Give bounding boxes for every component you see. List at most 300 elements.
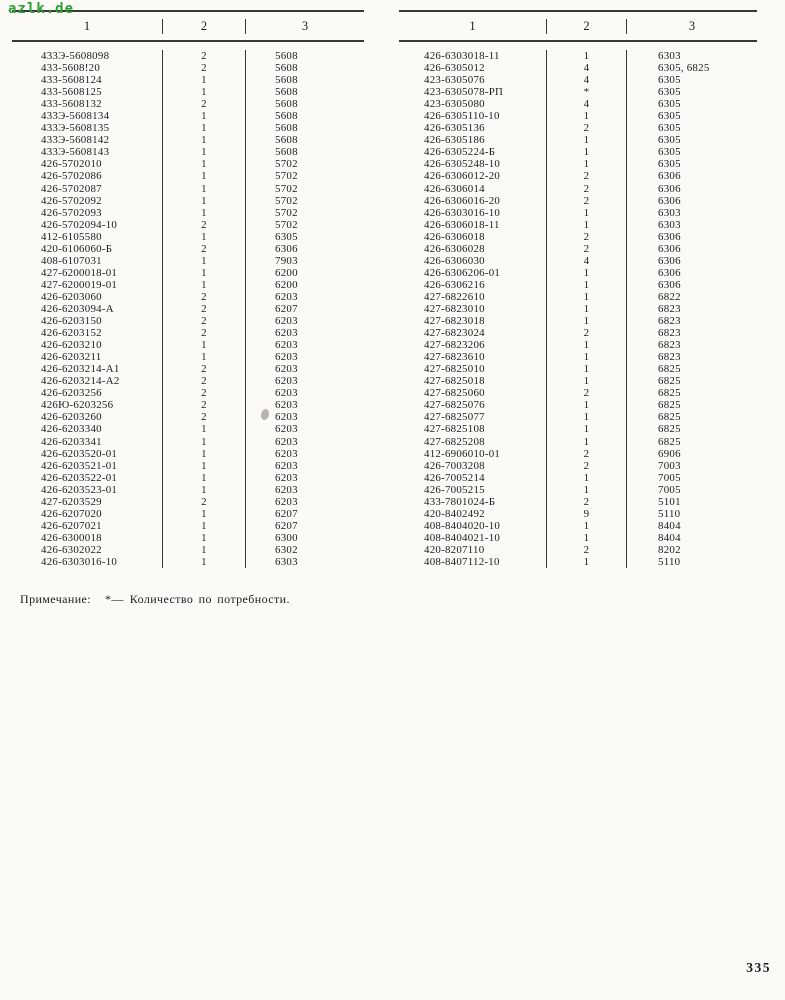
quantity-cell: 1 [163,207,246,219]
watermark-text: azlk.de [8,1,75,17]
quantity-cell: 1 [547,146,627,158]
quantity-cell: 1 [547,351,627,363]
group-number-cell: 6823 [658,327,681,340]
part-number-cell: 426-7003208 [399,460,547,472]
group-number-cell: 6302 [275,543,298,556]
table-row [12,411,364,423]
group-number-cell: 5702 [275,158,298,171]
table-row [12,158,364,170]
group-number-cell: 6305 [658,110,681,123]
table-row [399,436,757,448]
quantity-cell: 1 [163,448,246,460]
quantity-cell: 1 [547,411,627,423]
quantity-cell: 1 [163,110,246,122]
group-number-cell: 6203 [275,495,298,508]
part-number-cell: 426-6305012 [399,62,547,74]
quantity-cell: 1 [547,532,627,544]
quantity-cell: 1 [163,86,246,98]
group-number-cell: 6203 [275,290,298,303]
table-row [12,183,364,195]
group-number-cell: 6825 [658,399,681,412]
part-number-cell: 426-6203522-01 [12,472,163,484]
quantity-cell: 1 [547,399,627,411]
table-row [12,375,364,387]
table-row [399,375,757,387]
part-number-cell: 426-5702092 [12,195,163,207]
part-number-cell: 426-7005214 [399,472,547,484]
part-number-cell: 408-8404020-10 [399,520,547,532]
part-number-cell: 420-8402492 [399,508,547,520]
group-number-cell: 6203 [275,423,298,436]
table-row [12,387,364,399]
quantity-cell: 1 [163,484,246,496]
part-number-cell: 427-6825018 [399,375,547,387]
quantity-cell: 4 [547,255,627,267]
group-number-cell: 5702 [275,206,298,219]
quantity-cell: 2 [163,219,246,231]
table-row [12,520,364,532]
group-number-cell: 7003 [658,459,681,472]
group-number-cell: 6306 [658,170,681,183]
quantity-cell: 1 [547,363,627,375]
part-number-cell: 426-6305224-Б [399,146,547,158]
quantity-cell: 1 [163,158,246,170]
part-number-cell: 426-6203256 [12,387,163,399]
group-number-cell: 6300 [275,531,298,544]
part-number-cell: 426-6207021 [12,520,163,532]
table-row [399,520,757,532]
part-number-cell: 426-5702087 [12,183,163,195]
quantity-cell: 2 [163,303,246,315]
table-row [399,243,757,255]
group-number-cell: 6207 [275,507,298,520]
quantity-cell: 2 [547,460,627,472]
group-number-cell: 5702 [275,182,298,195]
group-number-cell: 6305 [275,230,298,243]
quantity-cell: 1 [163,460,246,472]
group-number-cell: 6825 [658,423,681,436]
column-header-3: 3 [301,18,309,33]
part-number-cell: 426-5702010 [12,158,163,170]
table-row [399,219,757,231]
table-row [12,460,364,472]
part-number-cell: 426-6203214-А1 [12,363,163,375]
group-number-cell: 6305 [658,86,681,99]
part-number-cell: 426-6303016-10 [399,207,547,219]
quantity-cell: 1 [163,134,246,146]
group-number-cell: 5608 [275,74,298,87]
table-row [399,158,757,170]
table-row [399,448,757,460]
table-row [399,363,757,375]
table-row [12,484,364,496]
quantity-cell: 1 [547,556,627,568]
quantity-cell: 2 [547,327,627,339]
part-number-cell: 426-6305248-10 [399,158,547,170]
group-number-cell: 6305 [658,158,681,171]
quantity-cell: 1 [163,170,246,182]
part-number-cell: 433Э-5608135 [12,122,163,134]
group-number-cell: 6303 [275,555,298,568]
quantity-cell: 2 [547,170,627,182]
table-row [12,255,364,267]
quantity-cell: 1 [163,544,246,556]
group-number-cell: 6306 [658,194,681,207]
part-number-cell: 427-6823610 [399,351,547,363]
group-number-cell: 6306 [275,242,298,255]
table-row [12,146,364,158]
table-row [399,62,757,74]
table-row [12,122,364,134]
table-row [399,315,757,327]
part-number-cell: 427-6823018 [399,315,547,327]
part-number-cell: 426-6306030 [399,255,547,267]
quantity-cell: 2 [163,375,246,387]
table-row [12,315,364,327]
quantity-cell: 2 [163,411,246,423]
group-number-cell: 6203 [275,351,298,364]
table-row [399,484,757,496]
column-header-1: 1 [399,19,547,34]
quantity-cell: 1 [163,351,246,363]
part-number-cell: 427-6825077 [399,411,547,423]
part-number-cell: 426-6305136 [399,122,547,134]
group-number-cell: 6825 [658,387,681,400]
group-number-cell: 5608 [275,62,298,75]
table-row [12,496,364,508]
table-row [399,387,757,399]
table-row [12,207,364,219]
part-number-cell: 426-6306216 [399,279,547,291]
table-row [399,146,757,158]
table-row [399,134,757,146]
table-row [399,544,757,556]
part-number-cell: 423-6305080 [399,98,547,110]
quantity-cell: 1 [163,532,246,544]
quantity-cell: 1 [163,267,246,279]
quantity-cell: 1 [163,279,246,291]
table-row [12,291,364,303]
group-number-cell: 6306 [658,230,681,243]
footnote-text: Количество по потребности. [129,592,290,606]
group-number-cell: 6303 [658,206,681,219]
group-number-cell: 6203 [275,435,298,448]
part-number-cell: 433-7801024-Б [399,496,547,508]
table-row [12,351,364,363]
group-number-cell: 6203 [275,339,298,352]
quantity-cell: 1 [547,110,627,122]
part-number-cell: 426-6203260 [12,411,163,423]
group-number-cell: 6306 [658,242,681,255]
table-row [399,327,757,339]
part-number-cell: 433Э-5608143 [12,146,163,158]
group-number-cell: 8404 [658,531,681,544]
quantity-cell: 4 [547,74,627,86]
group-number-cell: 5608 [275,146,298,159]
part-number-cell: 427-6825076 [399,399,547,411]
column-header-2: 2 [163,19,246,34]
quantity-cell: 1 [163,255,246,267]
table-row [399,74,757,86]
quantity-cell: 2 [163,315,246,327]
group-number-cell: 6203 [275,483,298,496]
footnote [20,592,290,607]
part-number-cell: 427-6823024 [399,327,547,339]
quantity-cell: 1 [547,291,627,303]
group-number-cell: 6306 [658,254,681,267]
part-number-cell: 426-6306014 [399,183,547,195]
group-number-cell: 6203 [275,411,298,424]
part-number-cell: 426-6203214-А2 [12,375,163,387]
part-number-cell: 426-6305110-10 [399,110,547,122]
quantity-cell: 2 [547,231,627,243]
quantity-cell: 2 [163,399,246,411]
part-number-cell: 408-8407112-10 [399,556,547,568]
table-row [12,243,364,255]
table-row [399,98,757,110]
quantity-cell: 1 [163,436,246,448]
table-row [399,86,757,98]
table-row [12,544,364,556]
part-number-cell: 426-6203521-01 [12,460,163,472]
part-number-cell: 427-6822610 [399,291,547,303]
quantity-cell: 9 [547,508,627,520]
quantity-cell: 1 [547,50,627,62]
group-number-cell: 5110 [658,507,681,520]
table-row [12,98,364,110]
part-number-cell: 426-6203341 [12,436,163,448]
table-row [12,86,364,98]
group-number-cell: 6823 [658,302,681,315]
group-number-cell: 5608 [275,122,298,135]
table-row [399,267,757,279]
table-row [399,399,757,411]
group-number-cell: 6303 [658,50,681,62]
table-row [12,508,364,520]
part-number-cell: 426-6306018-11 [399,219,547,231]
part-number-cell: 433Э-5608134 [12,110,163,122]
table-row [399,411,757,423]
table-body [399,42,757,568]
group-number-cell: 6823 [658,315,681,328]
quantity-cell: 1 [547,207,627,219]
part-number-cell: 426-6203523-01 [12,484,163,496]
group-number-cell: 5608 [275,50,298,62]
quantity-cell: 2 [163,327,246,339]
part-number-cell: 433-5608124 [12,74,163,86]
table-header-row [399,10,757,42]
part-number-cell: 426-6303018-11 [399,50,547,62]
group-number-cell: 6306 [658,182,681,195]
quantity-cell: 2 [163,62,246,74]
quantity-cell: 1 [163,423,246,435]
part-number-cell: 426-5702094-10 [12,219,163,231]
part-number-cell: 426-6203340 [12,423,163,435]
group-number-cell: 5608 [275,86,298,99]
group-number-cell: 6207 [275,519,298,532]
column-header-3: 3 [688,18,696,33]
group-number-cell: 6305 [658,98,681,111]
footnote-symbol: *— [104,592,124,606]
quantity-cell: 1 [547,484,627,496]
table-row [12,231,364,243]
group-number-cell: 6203 [275,363,298,376]
quantity-cell: 1 [163,74,246,86]
quantity-cell: 1 [547,303,627,315]
table-row [12,267,364,279]
table-row [12,134,364,146]
group-number-cell: 6823 [658,351,681,364]
group-number-cell: 6305 [658,122,681,135]
part-number-cell: 426-6306028 [399,243,547,255]
quantity-cell: 2 [163,98,246,110]
table-row [12,219,364,231]
part-number-cell: 420-6106060-Б [12,243,163,255]
group-number-cell: 5608 [275,110,298,123]
group-number-cell: 6825 [658,411,681,424]
quantity-cell: 2 [547,544,627,556]
table-row [12,423,364,435]
quantity-cell: 2 [547,496,627,508]
group-number-cell: 6303 [658,218,681,231]
quantity-cell: 1 [163,556,246,568]
table-row [12,472,364,484]
part-number-cell: 408-6107031 [12,255,163,267]
quantity-cell: 2 [163,496,246,508]
group-number-cell: 6203 [275,375,298,388]
table-row [12,110,364,122]
quantity-cell: 2 [163,291,246,303]
part-number-cell: 426-6303016-10 [12,556,163,568]
quantity-cell: 1 [163,520,246,532]
column-header-1: 1 [12,19,163,34]
group-number-cell: 6203 [275,399,298,412]
table-row [399,496,757,508]
table-row [399,110,757,122]
part-number-cell: 426-6306012-20 [399,170,547,182]
table-body [12,42,364,568]
group-number-cell: 6203 [275,387,298,400]
group-number-cell: 6305 [658,134,681,147]
group-number-cell: 6203 [275,327,298,340]
quantity-cell: 2 [547,387,627,399]
table-row [12,170,364,182]
quantity-cell: 1 [163,231,246,243]
table-row [399,303,757,315]
group-number-cell: 5608 [275,134,298,147]
table-row [399,50,757,62]
part-number-cell: 433-5608132 [12,98,163,110]
group-number-cell: 6822 [658,290,681,303]
group-number-cell: 6305 [658,146,681,159]
group-number-cell: 6306 [658,266,681,279]
quantity-cell: 2 [163,387,246,399]
group-number-cell: 5702 [275,170,298,183]
table-row [399,556,757,568]
quantity-cell: 1 [547,134,627,146]
quantity-cell: 1 [163,146,246,158]
quantity-cell: 1 [163,472,246,484]
part-number-cell: 420-8207110 [399,544,547,556]
quantity-cell: 1 [547,423,627,435]
group-number-cell: 6305 [658,74,681,87]
part-number-cell: 426-6305186 [399,134,547,146]
group-number-cell: 8202 [658,543,681,556]
quantity-cell: 2 [547,448,627,460]
part-number-cell: 427-6823206 [399,339,547,351]
quantity-cell: 1 [547,267,627,279]
part-number-cell: 423-6305078-РП [399,86,547,98]
group-number-cell: 5702 [275,218,298,231]
quantity-cell: 1 [163,122,246,134]
part-number-cell: 426Ю-6203256 [12,399,163,411]
table-row [399,170,757,182]
column-header-2: 2 [547,19,627,34]
part-number-cell: 433Э-5608098 [12,50,163,62]
page-number: 335 [746,960,771,975]
part-number-cell: 426-6207020 [12,508,163,520]
table-row [399,472,757,484]
quantity-cell: 1 [163,183,246,195]
part-number-cell: 427-6200019-01 [12,279,163,291]
part-number-cell: 412-6105580 [12,231,163,243]
part-number-cell: 427-6825060 [399,387,547,399]
table-row [399,195,757,207]
quantity-cell: 1 [547,158,627,170]
part-number-cell: 426-6203152 [12,327,163,339]
part-number-cell: 427-6825108 [399,423,547,435]
part-number-cell: 426-6203150 [12,315,163,327]
quantity-cell: 4 [547,98,627,110]
group-number-cell: 7903 [275,254,298,267]
part-number-cell: 433-5608!20 [12,62,163,74]
part-number-cell: 426-6203210 [12,339,163,351]
quantity-cell: 2 [163,50,246,62]
group-number-cell: 5101 [658,495,681,508]
part-number-cell: 427-6200018-01 [12,267,163,279]
group-number-cell: 6825 [658,435,681,448]
group-number-cell: 6825 [658,375,681,388]
part-number-cell: 427-6825010 [399,363,547,375]
quantity-cell: 2 [547,243,627,255]
table-row [399,183,757,195]
part-number-cell: 433Э-5608142 [12,134,163,146]
table-row [399,207,757,219]
quantity-cell: 4 [547,62,627,74]
quantity-cell: 1 [163,339,246,351]
quantity-cell: 2 [163,363,246,375]
part-number-cell: 426-6306206-01 [399,267,547,279]
quantity-cell: 1 [547,472,627,484]
quantity-cell: 1 [547,339,627,351]
quantity-cell: 1 [547,520,627,532]
group-number-cell: 6825 [658,363,681,376]
group-number-cell: 8404 [658,519,681,532]
group-number-cell: 6906 [658,447,681,460]
table-row [399,339,757,351]
part-number-cell: 427-6825208 [399,436,547,448]
table-row [12,436,364,448]
table-row [399,231,757,243]
table-row [399,291,757,303]
table-row [399,460,757,472]
table-row [12,363,364,375]
group-number-cell: 6200 [275,278,298,291]
table-row [399,255,757,267]
table-row [12,195,364,207]
part-number-cell: 426-6306016-20 [399,195,547,207]
part-number-cell: 433-5608125 [12,86,163,98]
